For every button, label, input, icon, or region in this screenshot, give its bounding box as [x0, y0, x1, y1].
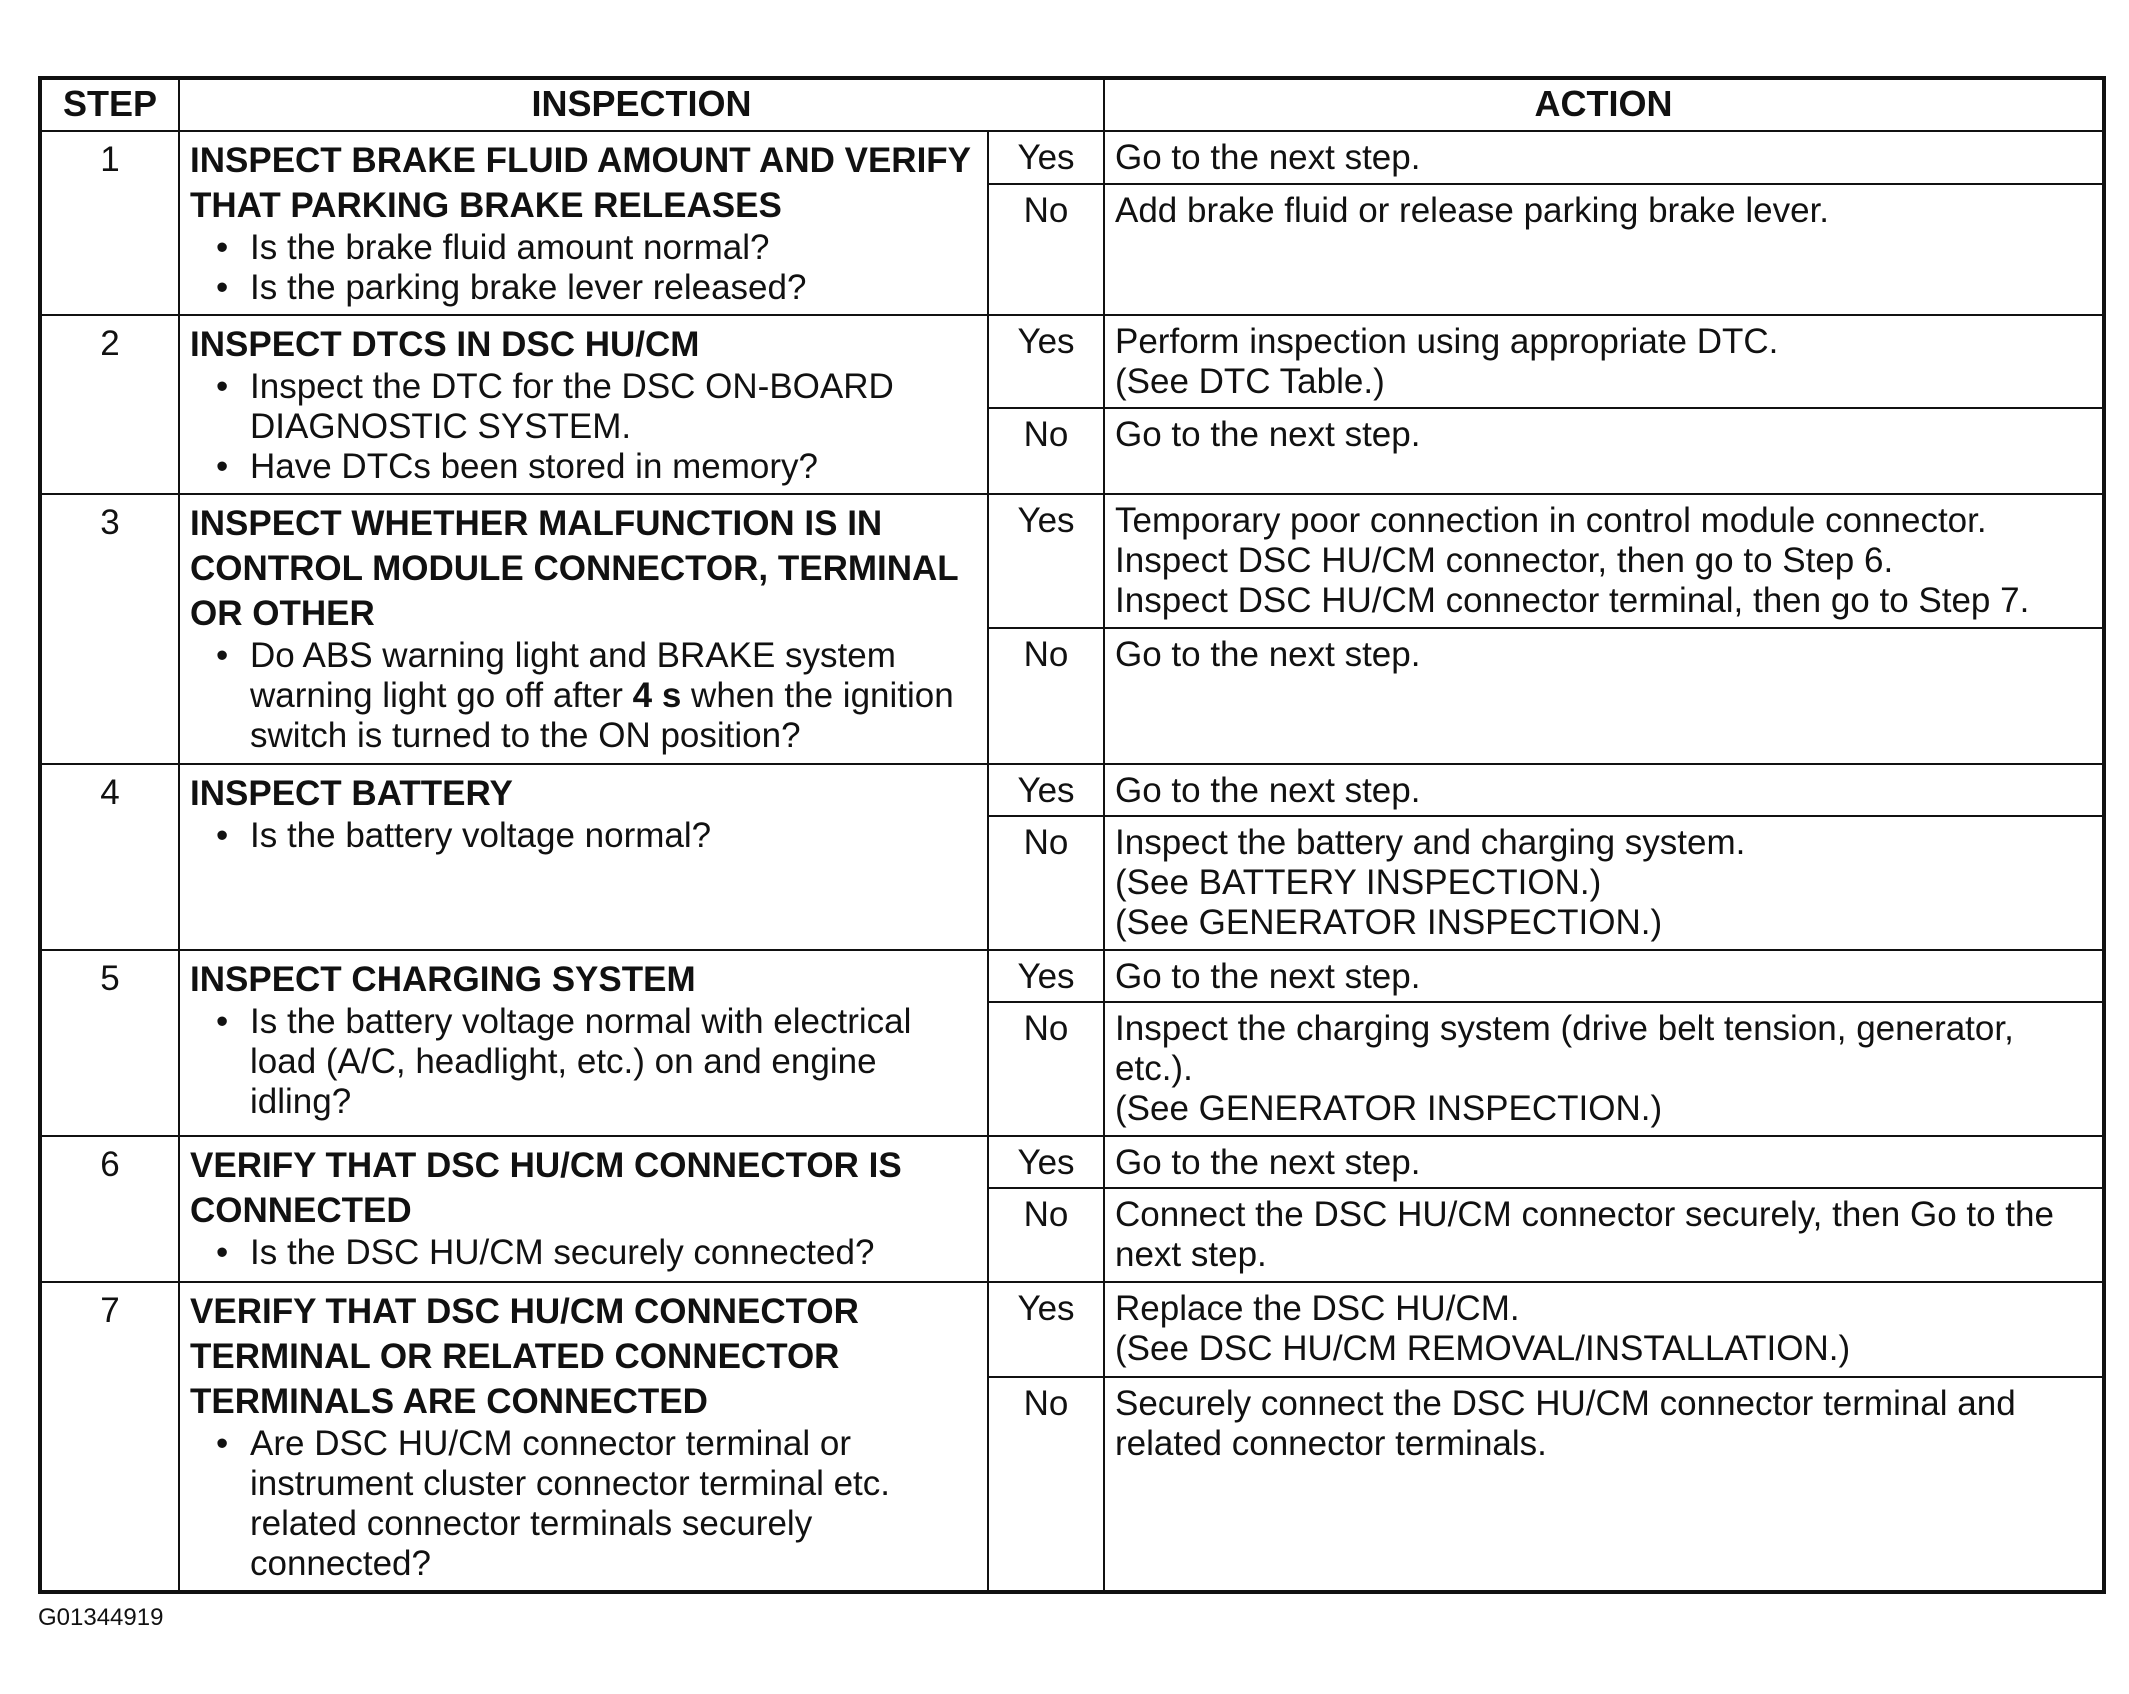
action-line: Go to the next step. — [1115, 138, 1421, 177]
step-number: 2 — [40, 315, 179, 494]
inspection-bullet: • Is the battery voltage normal with electrical load (A/C, headlight, etc.) on and engine idling? — [216, 1002, 977, 1122]
inspection-bullets — [190, 636, 977, 756]
action-line: Inspect DSC HU/CM connector, then go to Step 6. — [1115, 541, 1894, 580]
action-line: Replace the DSC HU/CM. — [1115, 1289, 1520, 1328]
action-line: Inspect DSC HU/CM connector terminal, then go to Step 7. — [1115, 581, 2030, 620]
inspection-bullets — [190, 367, 977, 487]
inspection-bullet: • Is the battery voltage normal? — [216, 816, 977, 856]
yes-label: Yes — [988, 131, 1104, 184]
yes-label: Yes — [988, 950, 1104, 1002]
action-line: (See GENERATOR INSPECTION.) — [1115, 1089, 1663, 1128]
inspection-bullet: • Is the brake fluid amount normal? — [216, 228, 977, 268]
yes-action — [1104, 1136, 2104, 1188]
yes-action — [1104, 315, 2104, 408]
inspection-cell — [179, 1282, 988, 1592]
step-number: 4 — [40, 764, 179, 950]
no-action — [1104, 628, 2104, 764]
inspection-title: VERIFY THAT DSC HU/CM CONNECTOR TERMINAL OR RELATED CONNECTOR TERMINALS ARE CONNECTED — [190, 1292, 859, 1421]
table-row — [40, 494, 2104, 628]
step-number: 5 — [40, 950, 179, 1136]
table-row — [40, 1282, 2104, 1377]
header-row — [40, 78, 2104, 131]
header-action: ACTION — [1104, 78, 2104, 131]
action-line: Securely connect the DSC HU/CM connector terminal and related connector terminals. — [1115, 1383, 2026, 1463]
no-action — [1104, 1377, 2104, 1592]
yes-action — [1104, 131, 2104, 184]
action-line: Go to the next step. — [1115, 957, 1421, 996]
inspection-title: INSPECT BATTERY — [190, 774, 513, 813]
table-row — [40, 315, 2104, 408]
no-label: No — [988, 1377, 1104, 1592]
action-line: Perform inspection using appropriate DTC. — [1115, 322, 1779, 361]
no-action — [1104, 184, 2104, 315]
inspection-cell — [179, 764, 988, 950]
inspection-title: INSPECT WHETHER MALFUNCTION IS IN CONTROL MODULE CONNECTOR, TERMINAL OR OTHER — [190, 504, 959, 633]
table-row — [40, 764, 2104, 816]
yes-label: Yes — [988, 1282, 1104, 1377]
step-number: 6 — [40, 1136, 179, 1282]
action-line: Go to the next step. — [1115, 771, 1421, 810]
yes-label: Yes — [988, 315, 1104, 408]
yes-action — [1104, 950, 2104, 1002]
action-line: (See GENERATOR INSPECTION.) — [1115, 903, 1663, 942]
inspection-bullet: • Is the parking brake lever released? — [216, 268, 977, 308]
action-line: Inspect the battery and charging system. — [1115, 823, 1746, 862]
action-line: Temporary poor connection in control module connector. — [1115, 501, 1987, 540]
inspection-bullet: • Is the DSC HU/CM securely connected? — [216, 1233, 977, 1273]
step-number: 7 — [40, 1282, 179, 1592]
action-line: (See BATTERY INSPECTION.) — [1115, 863, 1602, 902]
yes-label: Yes — [988, 764, 1104, 816]
step-number: 1 — [40, 131, 179, 315]
yes-action — [1104, 764, 2104, 816]
action-line: Go to the next step. — [1115, 1143, 1421, 1182]
inspection-title: INSPECT CHARGING SYSTEM — [190, 960, 696, 999]
table-row — [40, 950, 2104, 1002]
diagnostic-table — [38, 76, 2106, 1594]
inspection-bullet: • Are DSC HU/CM connector terminal or instrument cluster connector terminal etc. related connector terminals securely connected? — [216, 1424, 977, 1584]
inspection-title: VERIFY THAT DSC HU/CM CONNECTOR IS CONNECTED — [190, 1146, 902, 1230]
no-label: No — [988, 816, 1104, 950]
inspection-title: INSPECT DTCS IN DSC HU/CM — [190, 325, 700, 364]
action-line: (See DTC Table.) — [1115, 362, 1385, 401]
inspection-bullet: • Have DTCs been stored in memory? — [216, 447, 977, 487]
yes-label: Yes — [988, 494, 1104, 628]
action-line: Add brake fluid or release parking brake lever. — [1115, 191, 1830, 231]
figure-code: G01344919 — [38, 1604, 164, 1631]
table-row — [40, 1136, 2104, 1188]
inspection-cell — [179, 131, 988, 315]
no-label: No — [988, 1188, 1104, 1282]
table-body — [40, 131, 2104, 1592]
inspection-bullets — [190, 1424, 977, 1584]
no-label: No — [988, 408, 1104, 494]
inspection-cell — [179, 1136, 988, 1282]
no-label: No — [988, 184, 1104, 315]
inspection-bullets — [190, 228, 977, 308]
inspection-bullets — [190, 1002, 977, 1122]
inspection-title: INSPECT BRAKE FLUID AMOUNT AND VERIFY THAT PARKING BRAKE RELEASES — [190, 141, 971, 225]
header-inspection: INSPECTION — [179, 78, 1104, 131]
no-label: No — [988, 1002, 1104, 1136]
action-line: (See DSC HU/CM REMOVAL/INSTALLATION.) — [1115, 1329, 1851, 1368]
step-number: 3 — [40, 494, 179, 764]
action-line: Inspect the charging system (drive belt tension, generator, etc.). — [1115, 1009, 2024, 1088]
no-action — [1104, 1188, 2104, 1282]
header-step: STEP — [40, 78, 179, 131]
no-action — [1104, 1002, 2104, 1136]
yes-action — [1104, 494, 2104, 628]
inspection-cell — [179, 494, 988, 764]
inspection-bullet: • Do ABS warning light and BRAKE system warning light go off after 4 s when the ignition switch is turned to the ON position? — [216, 636, 977, 756]
inspection-bullets — [190, 816, 977, 856]
action-line: Go to the next step. — [1115, 414, 1421, 454]
action-line: Go to the next step. — [1115, 635, 1421, 674]
no-action — [1104, 816, 2104, 950]
yes-action — [1104, 1282, 2104, 1377]
action-line: Connect the DSC HU/CM connector securely, then Go to the next step. — [1115, 1195, 2064, 1274]
inspection-bullet: • Inspect the DTC for the DSC ON-BOARD DIAGNOSTIC SYSTEM. — [216, 367, 977, 447]
inspection-cell — [179, 315, 988, 494]
yes-label: Yes — [988, 1136, 1104, 1188]
inspection-cell — [179, 950, 988, 1136]
no-action — [1104, 408, 2104, 494]
inspection-bullets — [190, 1233, 977, 1273]
table-row — [40, 131, 2104, 184]
no-label: No — [988, 628, 1104, 764]
